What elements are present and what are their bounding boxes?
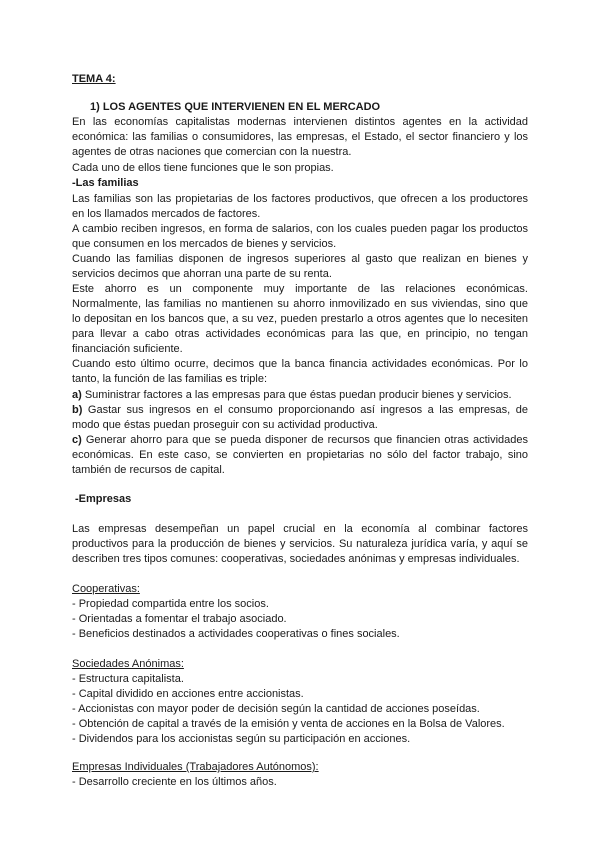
familias-heading: -Las familias [72, 177, 139, 189]
empresas-line: productivos para la producción de bienes y servicios. Su naturaleza jurídica varía, y aquí se [72, 538, 528, 550]
familias-item-a [72, 388, 528, 402]
list-item: - Desarrollo creciente en los últimos años. [72, 776, 277, 788]
familias-line: Las familias son las propietarias de los factores productivos, que ofrecen a los productores [72, 193, 528, 205]
familias-line: A cambio reciben ingresos, en forma de salarios, con los cuales pueden pagar los productos [72, 223, 528, 235]
section-heading: 1) LOS AGENTES QUE INTERVIENEN EN EL MERCADO [90, 101, 381, 113]
item-b-label: b) [72, 404, 83, 416]
familias-item-b-cont: modo que éstas puedan proseguir con su actividad productiva. [72, 419, 378, 431]
item-a-text: Suministrar factores a las empresas para que éstas puedan producir bienes y servicios. [81, 389, 512, 401]
familias-line: Cuando las familias disponen de ingresos superiores al gasto que realizan en bienes y [72, 253, 528, 265]
sociedades-heading: Sociedades Anónimas: [72, 658, 184, 670]
familias-line: Cuando esto último ocurre, decimos que la banca financia actividades económicas. Por lo [72, 358, 528, 370]
familias-item-b [72, 403, 528, 417]
familias-item-c-cont: también de recursos de capital. [72, 464, 225, 476]
list-item: - Orientadas a fomentar el trabajo asociado. [72, 613, 287, 625]
list-item: - Beneficios destinados a actividades cooperativas o fines sociales. [72, 628, 400, 640]
familias-line: lo depositan en los bancos que, a su vez, pueden prestarlo a otros agentes que lo necesiten [72, 313, 528, 325]
empresas-heading: -Empresas [75, 493, 132, 505]
familias-line: para llevar a cabo otras actividades económicas para las que, en principio, no tengan [72, 328, 528, 340]
familias-item-c [72, 433, 528, 447]
familias-line: que consumen en los mercados de bienes y servicios. [72, 238, 337, 250]
list-item: - Capital dividido en acciones entre accionistas. [72, 688, 304, 700]
empresas-line: Las empresas desempeñan un papel crucial en la economía al combinar factores [72, 523, 528, 535]
familias-line: servicios decimos que ahorran una parte de su renta. [72, 268, 332, 280]
familias-item-c-cont: económicas. En este caso, se convierten en propietarias no sólo del factor trabajo, sino [72, 449, 528, 461]
list-item: - Dividendos para los accionistas según su participación en acciones. [72, 733, 411, 745]
empresas-line: describen tres tipos comunes: cooperativas, sociedades anónimas y empresas individuales. [72, 553, 520, 565]
familias-line: Normalmente, las familias no mantienen su ahorro inmovilizado en sus viviendas, sino que [72, 298, 528, 310]
list-item: - Accionistas con mayor poder de decisión según la cantidad de acciones poseídas. [72, 703, 480, 715]
intro-line: Cada uno de ellos tiene funciones que le son propias. [72, 162, 334, 174]
familias-line: tanto, la función de las familias es triple: [72, 373, 268, 385]
intro-line: económica: las familias o consumidores, las empresas, el Estado, el sector financiero y los [72, 131, 528, 143]
list-item: - Obtención de capital a través de la emisión y venta de acciones en la Bolsa de Valores. [72, 718, 505, 730]
item-b-text: Gastar sus ingresos en el consumo proporcionando así ingresos a las empresas, de [82, 404, 528, 416]
cooperativas-heading: Cooperativas: [72, 583, 140, 595]
familias-line: en los llamados mercados de factores. [72, 208, 261, 220]
list-item: - Propiedad compartida entre los socios. [72, 598, 269, 610]
list-item: - Estructura capitalista. [72, 673, 184, 685]
item-c-text: Generar ahorro para que se pueda disponer de recursos que financien otras actividades [81, 434, 528, 446]
intro-line: En las economías capitalistas modernas intervienen distintos agentes en la actividad [72, 116, 528, 128]
familias-line: Este ahorro es un componente muy importante de las relaciones económicas. [72, 283, 528, 295]
intro-line: agentes de otras naciones que comercian con la nuestra. [72, 146, 352, 158]
familias-line: financiación suficiente. [72, 343, 183, 355]
item-a-label: a) [72, 389, 82, 401]
item-c-label: c) [72, 434, 82, 446]
individuales-heading: Empresas Individuales (Trabajadores Autónomos): [72, 761, 319, 773]
doc-title: TEMA 4: [72, 73, 116, 85]
